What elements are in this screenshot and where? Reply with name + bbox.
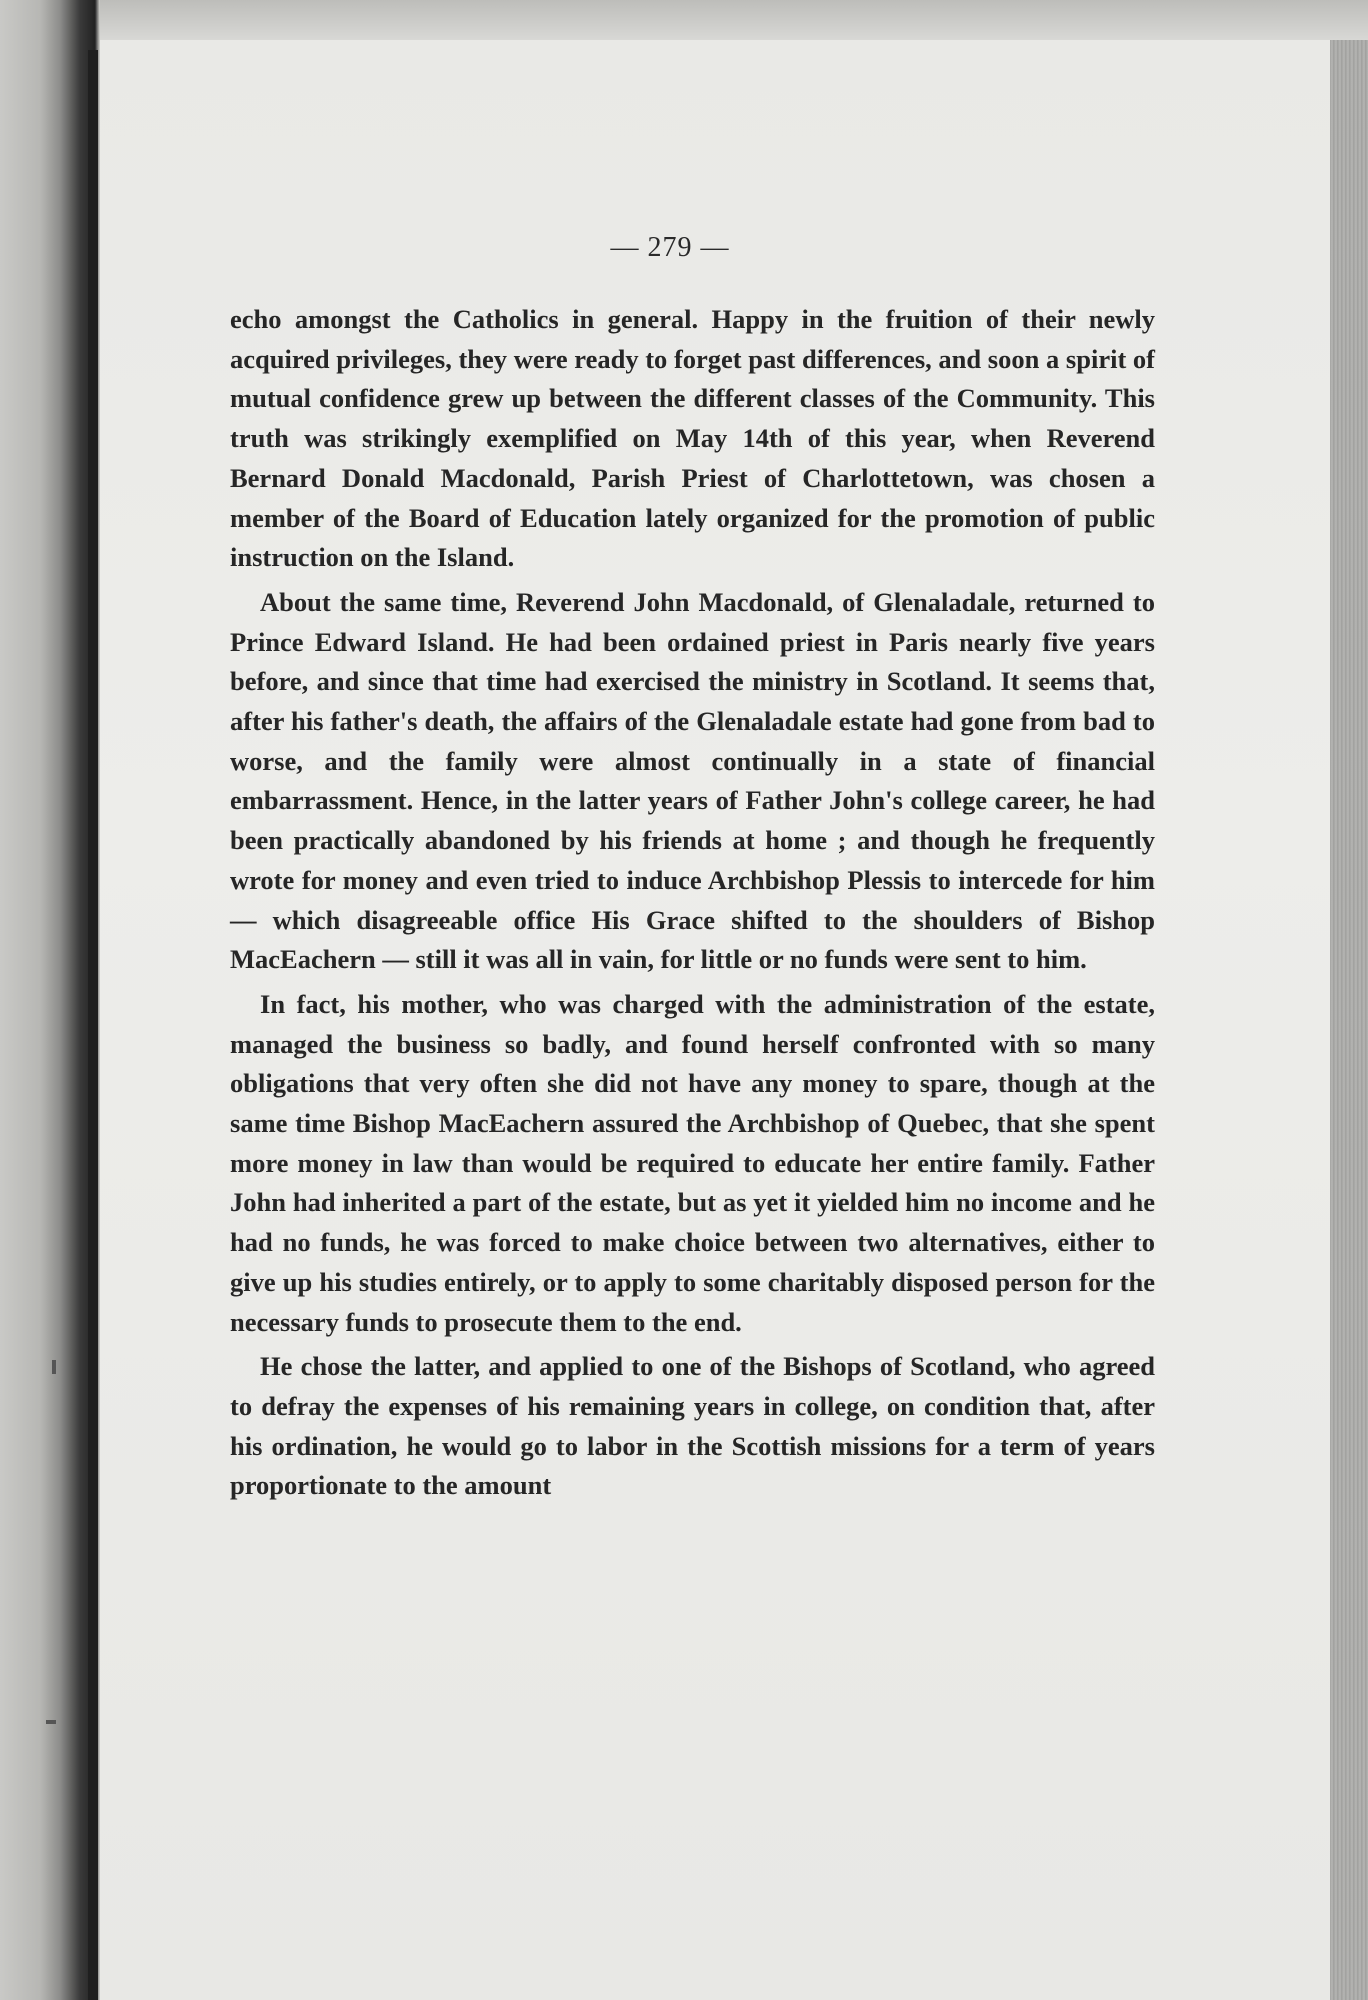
paragraph: echo amongst the Catholics in general. Happy in the fruition of their newly acquired privileges, they were ready to forget past differences, and soon a spirit of mutual confidence grew up between the different classes of the Community. This truth was strikingly exemplified on May 14th of this year, when Reverend Bernard Donald Macdonald, Parish Priest of Charlottetown, was chosen a member of the Board of Education lately organized for the promotion of public instruction on the Island. [230,304,1155,573]
paragraph: He chose the latter, and applied to one of the Bishops of Scotland, who agreed to defray the expenses of his remaining years in college, on condition that, after his ordination, he would go to labor in the Scottish missions for a term of years proportionate to the amount [230,1351,1155,1501]
paragraph: In fact, his mother, who was charged with the administration of the estate, managed the business so badly, and found herself confronted with so many obligations that very often she did not have any money to spare, though at the same time Bishop MacEachern assured the Archbishop of Quebec, that she spent more money in law than would be required to educate her entire family. Father John had inherited a part of the estate, but as yet it yielded him no income and he had no funds, he was forced to make choice between two alternatives, either to give up his studies entirely, or to apply to some charitably disposed person for the necessary funds to prosecute them to the end. [230,988,1155,1337]
book-spine [88,50,98,2000]
paragraph: About the same time, Reverend John Macdonald, of Glenaladale, returned to Prince Edward Island. He had been ordained priest in Paris nearly five years before, and since that time had exercised the ministry in Scotland. It seems that, after his father's death, the affairs of the Glenaladale estate had gone from bad to worse, and the family were almost continually in a state of financial embarrassment. Hence, in the latter years of Father John's college career, he had been practically abandoned by his friends at home ; and though he frequently wrote for money and even tried to induce Archbishop Plessis to intercede for him — which disagreeable office His Grace shifted to the shoulders of Bishop MacEachern — still it was all in vain, for little or no funds were sent to him. [230,586,1155,975]
page-edges [1330,40,1368,2000]
top-shadow [100,0,1368,40]
page-number: — 279 — [610,232,730,263]
body-text [230,300,1155,1511]
margin-mark [46,1720,56,1724]
margin-mark [52,1360,56,1374]
